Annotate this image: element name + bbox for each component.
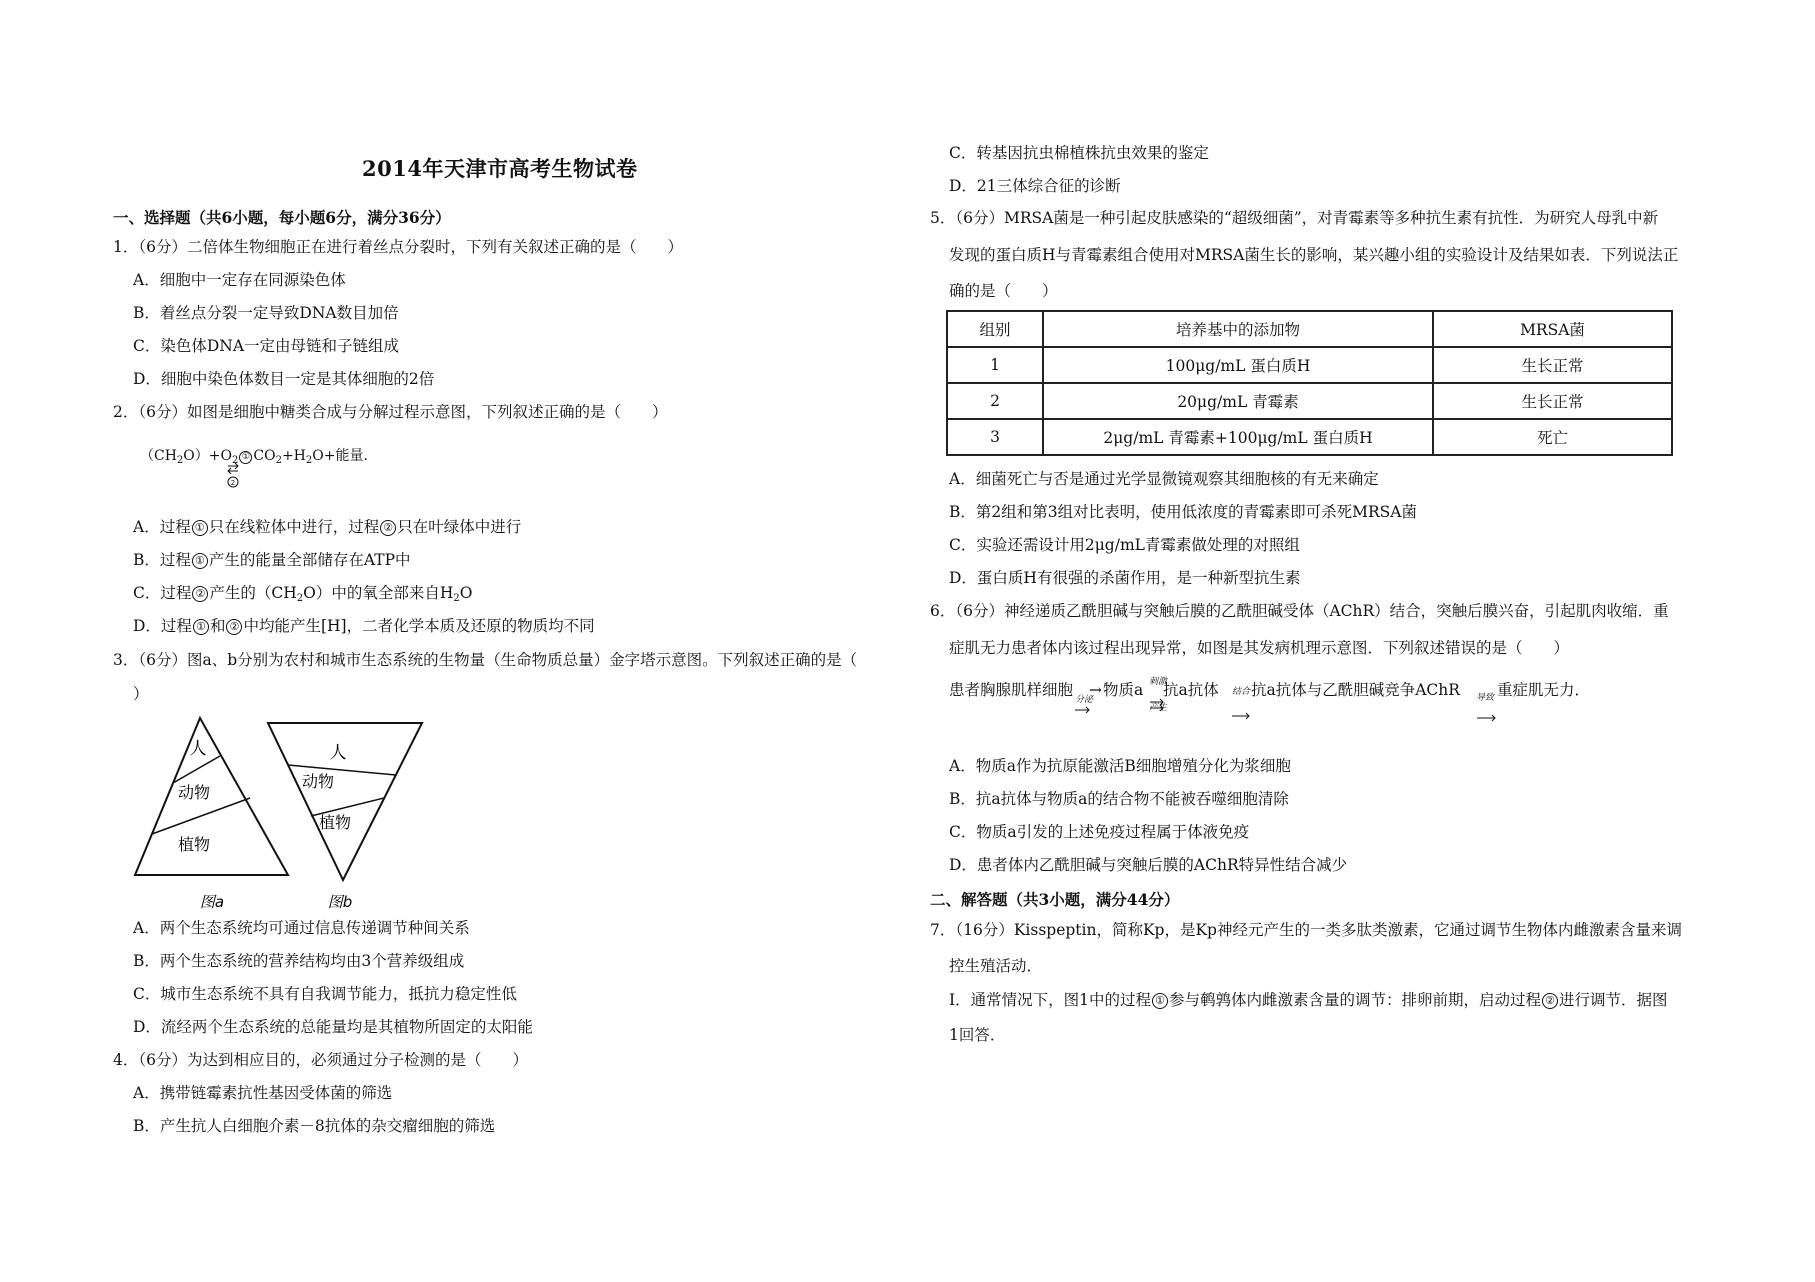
fig-b-animal-label: 动物: [301, 772, 335, 791]
table-cell: 3: [947, 419, 1043, 455]
table-cell: 20μg/mL 青霉素: [1043, 383, 1433, 419]
q1-option-c: C．染色体DNA一定由母链和子链组成: [133, 337, 400, 355]
q3-stem: 3．（6分）图a、b分别为农村和城市生态系统的生物量（生命物质总量）金字塔示意图。下列叙述正确的是（: [113, 651, 858, 669]
table-header-cell: 培养基中的添加物: [1043, 311, 1433, 347]
q5-stem-line3: 确的是（ ）: [949, 282, 1058, 300]
q2-option-b: B．过程 ① 产生的能量全部储存在ATP中: [133, 551, 411, 569]
section-heading-choice: 一、选择题（共6小题，每小题6分，满分36分）: [113, 208, 451, 227]
q7-part1-end: 1回答．: [949, 1026, 1006, 1044]
table-cell: 生长正常: [1433, 347, 1672, 383]
q2-equation: $(CH_2O)+O_2$ ① $CO_2+H_2O+$能量．: [140, 448, 378, 466]
pathway-arrows-icon: [949, 694, 1569, 722]
arrow-label: 结合: [1232, 687, 1251, 697]
table-row: [947, 419, 1672, 455]
q5-stem-line1: 5．（6分）MRSA菌是一种引起皮肤感染的“超级细菌”，对青霉素等多种抗生素有抗性．为研究人母乳中新: [930, 209, 1659, 227]
table-row: [947, 347, 1672, 383]
table-cell: 2μg/mL 青霉素+100μg/mL 蛋白质H: [1043, 419, 1433, 455]
table-cell: 100μg/mL 蛋白质H: [1043, 347, 1433, 383]
table-cell: 1: [947, 347, 1043, 383]
q7-part1: Ⅰ．通常情况下，图1中的过程 ① 参与鹌鹑体内雌激素含量的调节：排卵前期，启动过程 ② 进行调节．据图: [949, 991, 1668, 1009]
table-cell: 生长正常: [1433, 383, 1672, 419]
arrow-label: 产生: [1149, 703, 1168, 713]
table-row: [947, 383, 1672, 419]
q1-option-b: B．着丝点分裂一定导致DNA数目加倍: [133, 304, 399, 322]
q4-option-c: C．转基因抗虫棉植株抗虫效果的鉴定: [949, 144, 1209, 162]
q3-option-a: A．两个生态系统均可通过信息传递调节种间关系: [133, 919, 470, 937]
q5-option-b: B．第2组和第3组对比表明，使用低浓度的青霉素即可杀死MRSA菌: [949, 503, 1417, 521]
pathway-step: 患者胸腺肌样细胞: [949, 681, 1074, 699]
q5-option-a: A．细菌死亡与否是通过光学显微镜观察其细胞核的有无来确定: [949, 470, 1379, 488]
table-cell: 2: [947, 383, 1043, 419]
table-header-row: [947, 311, 1672, 347]
q1-option-a: A．细胞中一定存在同源染色体: [133, 271, 346, 289]
q5-option-d: D．蛋白质H有很强的杀菌作用，是一种新型抗生素: [949, 569, 1301, 587]
q6-option-a: A．物质a作为抗原能激活B细胞增殖分化为浆细胞: [949, 757, 1291, 775]
q1-stem: 1．（6分）二倍体生物细胞正在进行着丝点分裂时，下列有关叙述正确的是（ ）: [113, 238, 683, 256]
q2-stem: 2．（6分）如图是细胞中糖类合成与分解过程示意图，下列叙述正确的是（ ）: [113, 403, 668, 421]
table-cell: 死亡: [1433, 419, 1672, 455]
q6-option-c: C．物质a引发的上述免疫过程属于体液免疫: [949, 823, 1250, 841]
fig-a-person-label: 人: [189, 739, 207, 759]
page-title: 2014年天津市高考生物试卷: [362, 156, 638, 181]
q6-option-b: B．抗a抗体与物质a的结合物不能被吞噬细胞清除: [949, 790, 1289, 808]
biomass-pyramid-figure: [130, 710, 430, 910]
q2-option-a: A．过程 ① 只在线粒体中进行，过程 ② 只在叶绿体中进行: [133, 518, 522, 536]
pathway-step: 物质a: [1103, 681, 1144, 699]
q7-line2: 控生殖活动．: [949, 957, 1043, 975]
q5-stem-line2: 发现的蛋白质H与青霉素组合使用对MRSA菌生长的影响，某兴趣小组的实验设计及结果如表．下列说法正: [949, 246, 1679, 264]
pathway-step: 抗a抗体与乙酰胆碱竞争AChR: [1251, 681, 1460, 699]
q4-option-b: B．产生抗人白细胞介素－8抗体的杂交瘤细胞的筛选: [133, 1117, 496, 1135]
fig-b-person-label: 人: [329, 743, 347, 763]
q3-stem-end: ）: [133, 685, 149, 703]
arrow-label: 分泌: [1075, 695, 1094, 705]
q6-option-d: D．患者体内乙酰胆碱与突触后膜的AChR特异性结合减少: [949, 856, 1348, 874]
arrow-label: 刺激: [1149, 677, 1168, 687]
arrow-icon: →: [1089, 681, 1102, 699]
fig-a-caption: 图a: [199, 893, 225, 910]
pathway-step: 抗a抗体: [1163, 681, 1219, 699]
q1-option-d: D．细胞中染色体数目一定是其体细胞的2倍: [133, 370, 435, 388]
fig-a-animal-label: 动物: [177, 783, 211, 802]
q6-stem-line2: 症肌无力患者体内该过程出现异常，如图是其发病机理示意图．下列叙述错误的是（ ）: [949, 639, 1570, 657]
q2-option-c: C．过程 ② 产生的$(CH_2O)$中的氧全部来自$H_2O$: [133, 584, 473, 604]
pathway-step: 重症肌无力．: [1497, 681, 1591, 699]
reversible-arrows-icon: [226, 462, 240, 490]
q4-option-a: A．携带链霉素抗性基因受体菌的筛选: [133, 1084, 393, 1102]
pyramid-a: [135, 718, 288, 875]
table-header-cell: 组别: [947, 311, 1043, 347]
fig-b-plant-label: 植物: [318, 813, 352, 832]
table-header-cell: MRSA菌: [1433, 311, 1672, 347]
section-heading-answer: 二、解答题（共3小题，满分44分）: [930, 890, 1180, 909]
q4-stem: 4．（6分）为达到相应目的，必须通过分子检测的是（ ）: [113, 1051, 528, 1069]
fig-a-plant-label: 植物: [177, 835, 211, 854]
fig-b-caption: 图b: [327, 893, 353, 910]
q4-option-d: D．21三体综合征的诊断: [949, 177, 1121, 195]
q3-option-c: C．城市生态系统不具有自我调节能力，抵抗力稳定性低: [133, 985, 517, 1003]
process-1-marker: ①: [239, 451, 252, 464]
q5-results-table: [946, 310, 1673, 456]
svg-text:2: 2: [230, 479, 236, 487]
q2-option-d: D．过程 ① 和 ② 中均能产生[H]，二者化学本质及还原的物质均不同: [133, 617, 595, 635]
q7-line1: 7．（16分）Kisspeptin，简称Kp，是Kp神经元产生的一类多肽类激素，它通过调节生物体内雌激素含量来调: [930, 921, 1682, 939]
q6-stem-line1: 6．（6分）神经递质乙酰胆碱与突触后膜的乙酰胆碱受体（AChR）结合，突触后膜兴奋，引起肌肉收缩．重: [930, 602, 1669, 620]
arrow-label: 导致: [1476, 693, 1495, 703]
q3-option-d: D．流经两个生态系统的总能量均是其植物所固定的太阳能: [133, 1018, 533, 1036]
q5-option-c: C．实验还需设计用2μg/mL青霉素做处理的对照组: [949, 536, 1300, 554]
q3-option-b: B．两个生态系统的营养结构均由3个营养级组成: [133, 952, 465, 970]
